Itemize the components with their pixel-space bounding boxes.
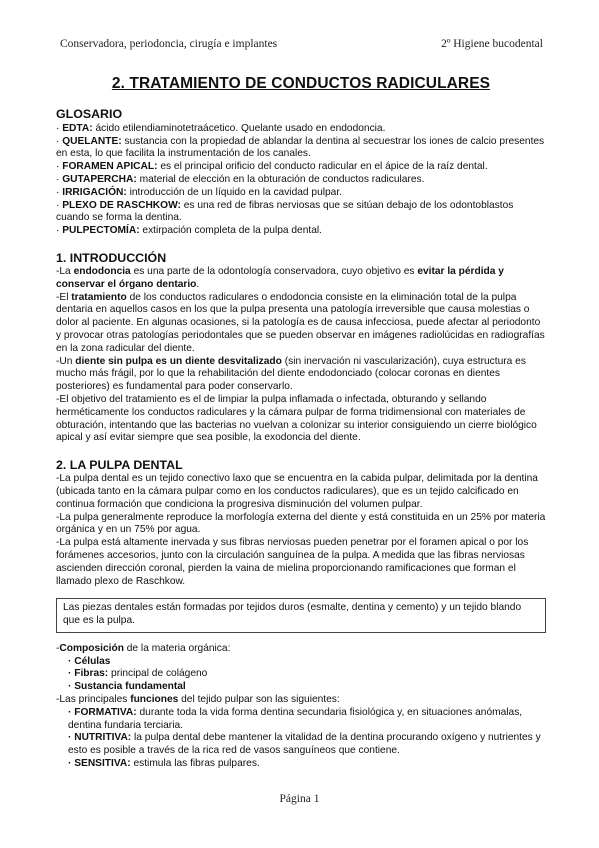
list-item (68, 732, 546, 758)
paragraph (56, 643, 546, 656)
list-item (68, 758, 546, 771)
paragraph: -La pulpa dental es un tejido conectivo laxo que se encuentra en la cabida pulpar, delimitada por la dentina (ubicada tanto en la cámara pulpar como en los conductos radiculares), que es un tejido calcificado en continua formación que condiciona la progresiva disminución del volumen pulpar. (56, 473, 538, 510)
text-run: -Las principales (56, 694, 131, 706)
glossary-term: QUELANTE: (62, 135, 122, 147)
glossary-item: · PLEXO DE RASCHKOW: es una red de fibras nerviosas que se sitúan debajo de los odontoblastos cuando se forma la dentina. (56, 199, 514, 224)
composition-list (56, 656, 546, 694)
text-run: -La (56, 265, 74, 277)
bold-run: · Fibras: (68, 668, 109, 680)
glossary-term: IRRIGACIÓN: (62, 186, 127, 198)
text-run: del tejido pulpar son las siguientes: (178, 694, 340, 706)
document-body (56, 75, 546, 771)
paragraph: -El objetivo del tratamiento es el de limpiar la pulpa inflamada o infectada, obturando y sellando herméticamente los conductos radiculares y la cámara pulpar de forma tridimensional con materiales de obturación, intentando que las bacterias no vuelvan a colonizar su interior consiguiendo un cierre biológico apical y así evitar siempre que sea posible, la exodoncia del diente. (56, 393, 537, 444)
bold-run: funciones (130, 694, 179, 706)
glossary-definition: es una red de fibras nerviosas que se sitúan debajo de los odontoblastos cuando se forma la dentina. (56, 199, 514, 224)
glossary-item: · FORAMEN APICAL: es el principal orificio del conducto radicular en el ápice de la raíz dental. (56, 161, 488, 173)
glossary-definition: ácido etilendiaminotetraácetico. Quelante usado en endodoncia. (92, 122, 386, 134)
functions-list (56, 707, 546, 771)
bold-run: endodoncia (73, 265, 131, 277)
glossary-definition: es el principal orificio del conducto radicular en el ápice de la raíz dental. (157, 161, 488, 173)
glossary-heading: GLOSARIO (56, 106, 123, 121)
glossary-term: GUTAPERCHA: (62, 173, 137, 185)
list-item (68, 668, 546, 681)
header-left: Conservadora, periodoncia, cirugía e implantes (60, 38, 278, 50)
highlight-text: Las piezas dentales están formadas por tejidos duros (esmalte, dentina y cemento) y un tejido blando que es la pulpa. (63, 602, 522, 627)
running-header (60, 38, 543, 50)
section-gap (56, 238, 546, 251)
introduction-heading: 1. INTRODUCCIÓN (56, 250, 167, 265)
pulpa-section (56, 458, 546, 771)
bold-run: · NUTRITIVA: (68, 732, 132, 744)
text-run: - (56, 642, 60, 654)
bold-run: · Sustancia fundamental (68, 681, 186, 693)
glossary-section (56, 107, 546, 238)
bold-run: tratamiento (71, 291, 127, 303)
text-run: durante toda la vida forma dentina secundaria fisiológica y, en situaciones anómalas, dentina fundaria terciaria. (68, 706, 523, 731)
bold-run: evitar la pérdida y conservar el órgano dentario (56, 265, 504, 290)
glossary-definition: introducción de un líquido en la cavidad pulpar. (126, 186, 342, 198)
list-item (68, 656, 546, 669)
glossary-definition: material de elección en la obturación de conductos radiculares. (136, 173, 425, 185)
glossary-item: · EDTA: ácido etilendiaminotetraácetico. Quelante usado en endodoncia. (56, 122, 386, 134)
text-run: principal de colágeno (108, 668, 208, 680)
page-number: Página 1 (279, 793, 320, 805)
bold-run: Composición (59, 642, 124, 654)
bold-run: · Células (68, 655, 111, 667)
glossary-term: PULPECTOMÍA: (62, 225, 140, 237)
section-gap (56, 445, 546, 458)
paragraph (56, 356, 546, 394)
text-run: la pulpa dental debe mantener la vitalidad de la dentina procurando oxígeno y nutrientes y esto es posible a través de la rica red de vasos sanguíneos que contiene. (68, 732, 541, 757)
header-right: 2º Higiene bucodental (441, 38, 543, 50)
bold-run: diente sin pulpa es un diente desvitalizado (75, 355, 282, 367)
glossary-definition: extirpación completa de la pulpa dental. (139, 225, 322, 237)
glossary-item: · QUELANTE: sustancia con la propiedad de ablandar la dentina al secuestrar los iones de calcio presentes en esta, lo que facilita la instrumentación de los canales. (56, 135, 545, 160)
glossary-term: PLEXO DE RASCHKOW: (62, 199, 181, 211)
paragraph (56, 694, 546, 707)
list-item (68, 707, 546, 733)
introduction-section (56, 251, 546, 445)
paragraph: -La pulpa está altamente inervada y sus fibras nerviosas pueden penetrar por el foramen apical o por los forámenes accesorios, junto con la circulación sanguínea de la pulpa. A medida que las fibras nerviosas ascienden dirección coronal, pierden la vaina de mielina proporcionando ramificaciones que forman el llamado plexo de Raschkow. (56, 537, 529, 587)
glossary-term: EDTA: (62, 122, 93, 134)
text-run: es una parte de la odontología conservadora, cuyo objetivo es (130, 265, 418, 277)
glossary-item: · IRRIGACIÓN: introducción de un líquido en la cavidad pulpar. (56, 186, 342, 198)
glossary-definition: sustancia con la propiedad de ablandar la dentina al secuestrar los iones de calcio presentes en esta, lo que facilita la instrumentación de los canales. (56, 135, 545, 160)
glossary-term: FORAMEN APICAL: (62, 161, 158, 173)
text-run: . (196, 278, 200, 290)
paragraph (56, 266, 546, 292)
glossary-item: · PULPECTOMÍA: extirpación completa de la pulpa dental. (56, 225, 322, 237)
document-title: 2. TRATAMIENTO DE CONDUCTOS RADICULARES (111, 75, 491, 92)
paragraph: -La pulpa generalmente reproduce la morfología externa del diente y está constituida en un 25% por materia orgánica y en un 75% por agua. (56, 511, 546, 536)
text-run: -Un (56, 355, 76, 367)
bold-run: · SENSITIVA: (68, 758, 131, 770)
bold-run: · FORMATIVA: (68, 706, 137, 718)
paragraph (56, 292, 546, 356)
text-run: estimula las fibras pulpares. (130, 758, 260, 770)
text-run: -El (56, 291, 72, 303)
text-run: de los conductos radiculares o endodoncia consiste en la eliminación total de la pulpa dentaria en aquellos casos en los que la pulpa presenta una patología irreversible que causa molestias o dolor al paciente. En algunas ocasiones, si la patología es de causa infecciosa, puede afectar al periodonto y provocar otras patologías periodontales que se pueden observar en imágenes radiolúcidas en radiografías en la zona radicular del diente. (56, 291, 545, 354)
list-item (68, 681, 546, 694)
text-run: de la materia orgánica: (123, 642, 231, 654)
pulpa-heading: 2. LA PULPA DENTAL (56, 458, 183, 473)
text-run: (sin inervación ni vascularización), cuya estructura es mucho más frágil, por lo que la rehabilitación del diente endodonciado (colocar coronas en dientes posteriores) es fundamental para poder conservarlo. (56, 355, 526, 393)
glossary-item: · GUTAPERCHA: material de elección en la obturación de conductos radiculares. (56, 173, 425, 185)
highlight-box (56, 598, 546, 633)
